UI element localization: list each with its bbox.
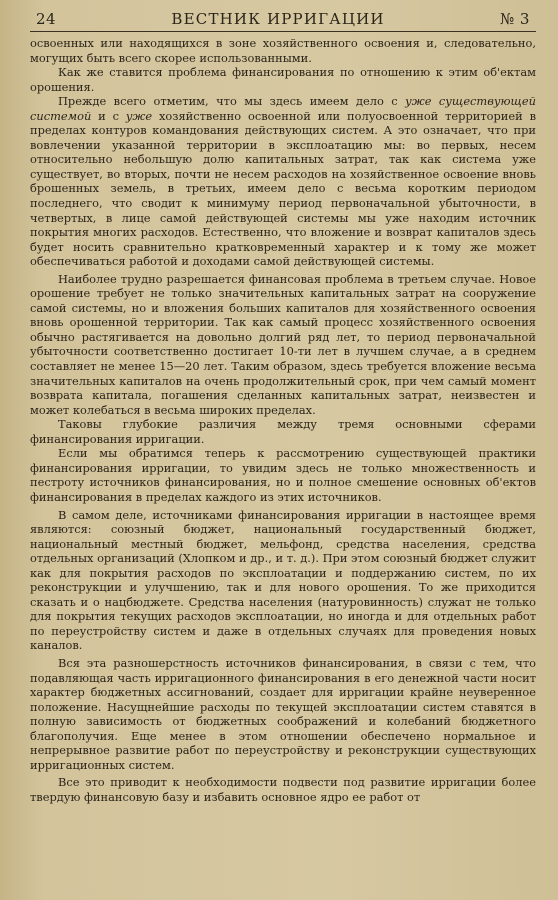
journal-title: ВЕСТНИК ИРРИГАЦИИ — [171, 10, 385, 28]
paragraph — [30, 508, 536, 653]
paragraph — [30, 65, 536, 94]
paragraph-text: Если мы обратимся теперь к рассмотрению существующей практики финансирования ирригации, то увидим здесь не только множественность и пестроту источников финансирования, но и полное смешение основных об'ектов финансирования в пределах каждого из этих источников. — [30, 446, 536, 504]
paragraph-text: Вся эта разношерстность источников финансирования, в связи с тем, что подавляющая часть ирригационного финансирования в его денежной части носит характер бюджетных ассигнований, создает для ирригации крайне неуверенное положение. Насущнейшие расходы по текущей эксплоатации систем ставятся в полную зависимость от бюджетных соображений и колебаний бюджетного благополучия. Еще менее в этом отношении обеспечено нормальное и непрерывное развитие работ по переустройству и реконструкции существующих ирригационных систем. — [30, 655, 536, 772]
paragraph-text: Таковы глубокие различия между тремя основными сферами финансирования ирригации. — [30, 417, 536, 446]
page-number: 24 — [36, 10, 57, 28]
paragraph — [30, 775, 536, 804]
paragraph — [30, 417, 536, 446]
paragraph-text: хозяйственно освоенной или полуосвоенной территорией в пределах контуров командования действующих систем. А это означает, что при вовлечении указанной территории в эксплоатацию мы: во первых, несем относительно небольшую долю капитальных затрат, так как система уже существует, во вторых, почти не несем расходов на хозяйственное освоение вновь брошенных земель, в третьих, имеем дело с весьма коротким периодом последнего, что сводит к минимуму период первоначальной убыточности, в четвертых, в лице самой действующей системы мы уже находим источник покрытия многих расходов. Естественно, что вложение и возврат капиталов здесь будет носить сравнительно кратковременный характер и к тому же может обеспечиваться работой и доходами самой действующей системы. — [30, 108, 536, 269]
paragraph — [30, 36, 536, 65]
paragraph-text: Все это приводит к необходимости подвести под развитие ирригации более твердую финансовую базу и избавить основное ядро ее работ от — [30, 775, 536, 804]
paragraph-text: освоенных или находящихся в зоне хозяйственного освоения и, следовательно, могущих быть всего скорее использованными. — [30, 36, 536, 65]
paragraph — [30, 656, 536, 772]
emphasis-text: уже существующей системой — [30, 94, 536, 123]
paragraph-text: Наиболее трудно разрешается финансовая проблема в третьем случае. Новое орошение требует не только значительных капитальных затрат на сооружение самой системы, но и вложения больших капиталов для хозяйственного освоения вновь орошенной территории. Так как самый процесс хозяйственного освоения обычно растягивается на довольно долгий ряд лет, то период первоначальной убыточности соответственно достигает 10-ти лет в лучшем случае, а в среднем составляет не менее 15—20 лет. Таким образом, здесь требуется вложение весьма значительных капиталов на очень продолжительный срок, при чем самый момент возврата капитала, погашения сделанных капитальных затрат, неизвестен и может колебаться в весьма широких пределах. — [30, 271, 536, 417]
paragraph — [30, 446, 536, 504]
paragraph-text: Как же ставится проблема финансирования по отношению к этим об'ектам орошения. — [30, 65, 536, 94]
emphasis-text: уже — [125, 108, 153, 123]
paragraph — [30, 94, 536, 269]
paragraph-text: и с — [91, 108, 126, 123]
paragraph-text: Прежде всего отметим, что мы здесь имеем дело с — [58, 94, 406, 109]
article-body — [30, 36, 536, 804]
paragraph-text: В самом деле, источниками финансирования ирригации в настоящее время являются: союзный бюджет, национальный государственный бюджет, национальный местный бюджет, мельфонд, средства населения, средства отдельных организаций (Хлопком и др., и т. д.). При этом союзный бюджет служит как для покрытия расходов по эксплоатации и поддержанию систем, по их реконструкции и улучшению, так и для нового орошения. То же приходится сказать и о нацбюджете. Средства населения (натуровинность) служат не только для покрытия текущих расходов эксплоатации, но иногда и для отдельных работ по переустройству систем и даже в отдельных случаях для проведения новых каналов. — [30, 507, 536, 653]
issue-number: № 3 — [499, 10, 530, 28]
running-header — [30, 10, 536, 32]
paragraph — [30, 272, 536, 417]
